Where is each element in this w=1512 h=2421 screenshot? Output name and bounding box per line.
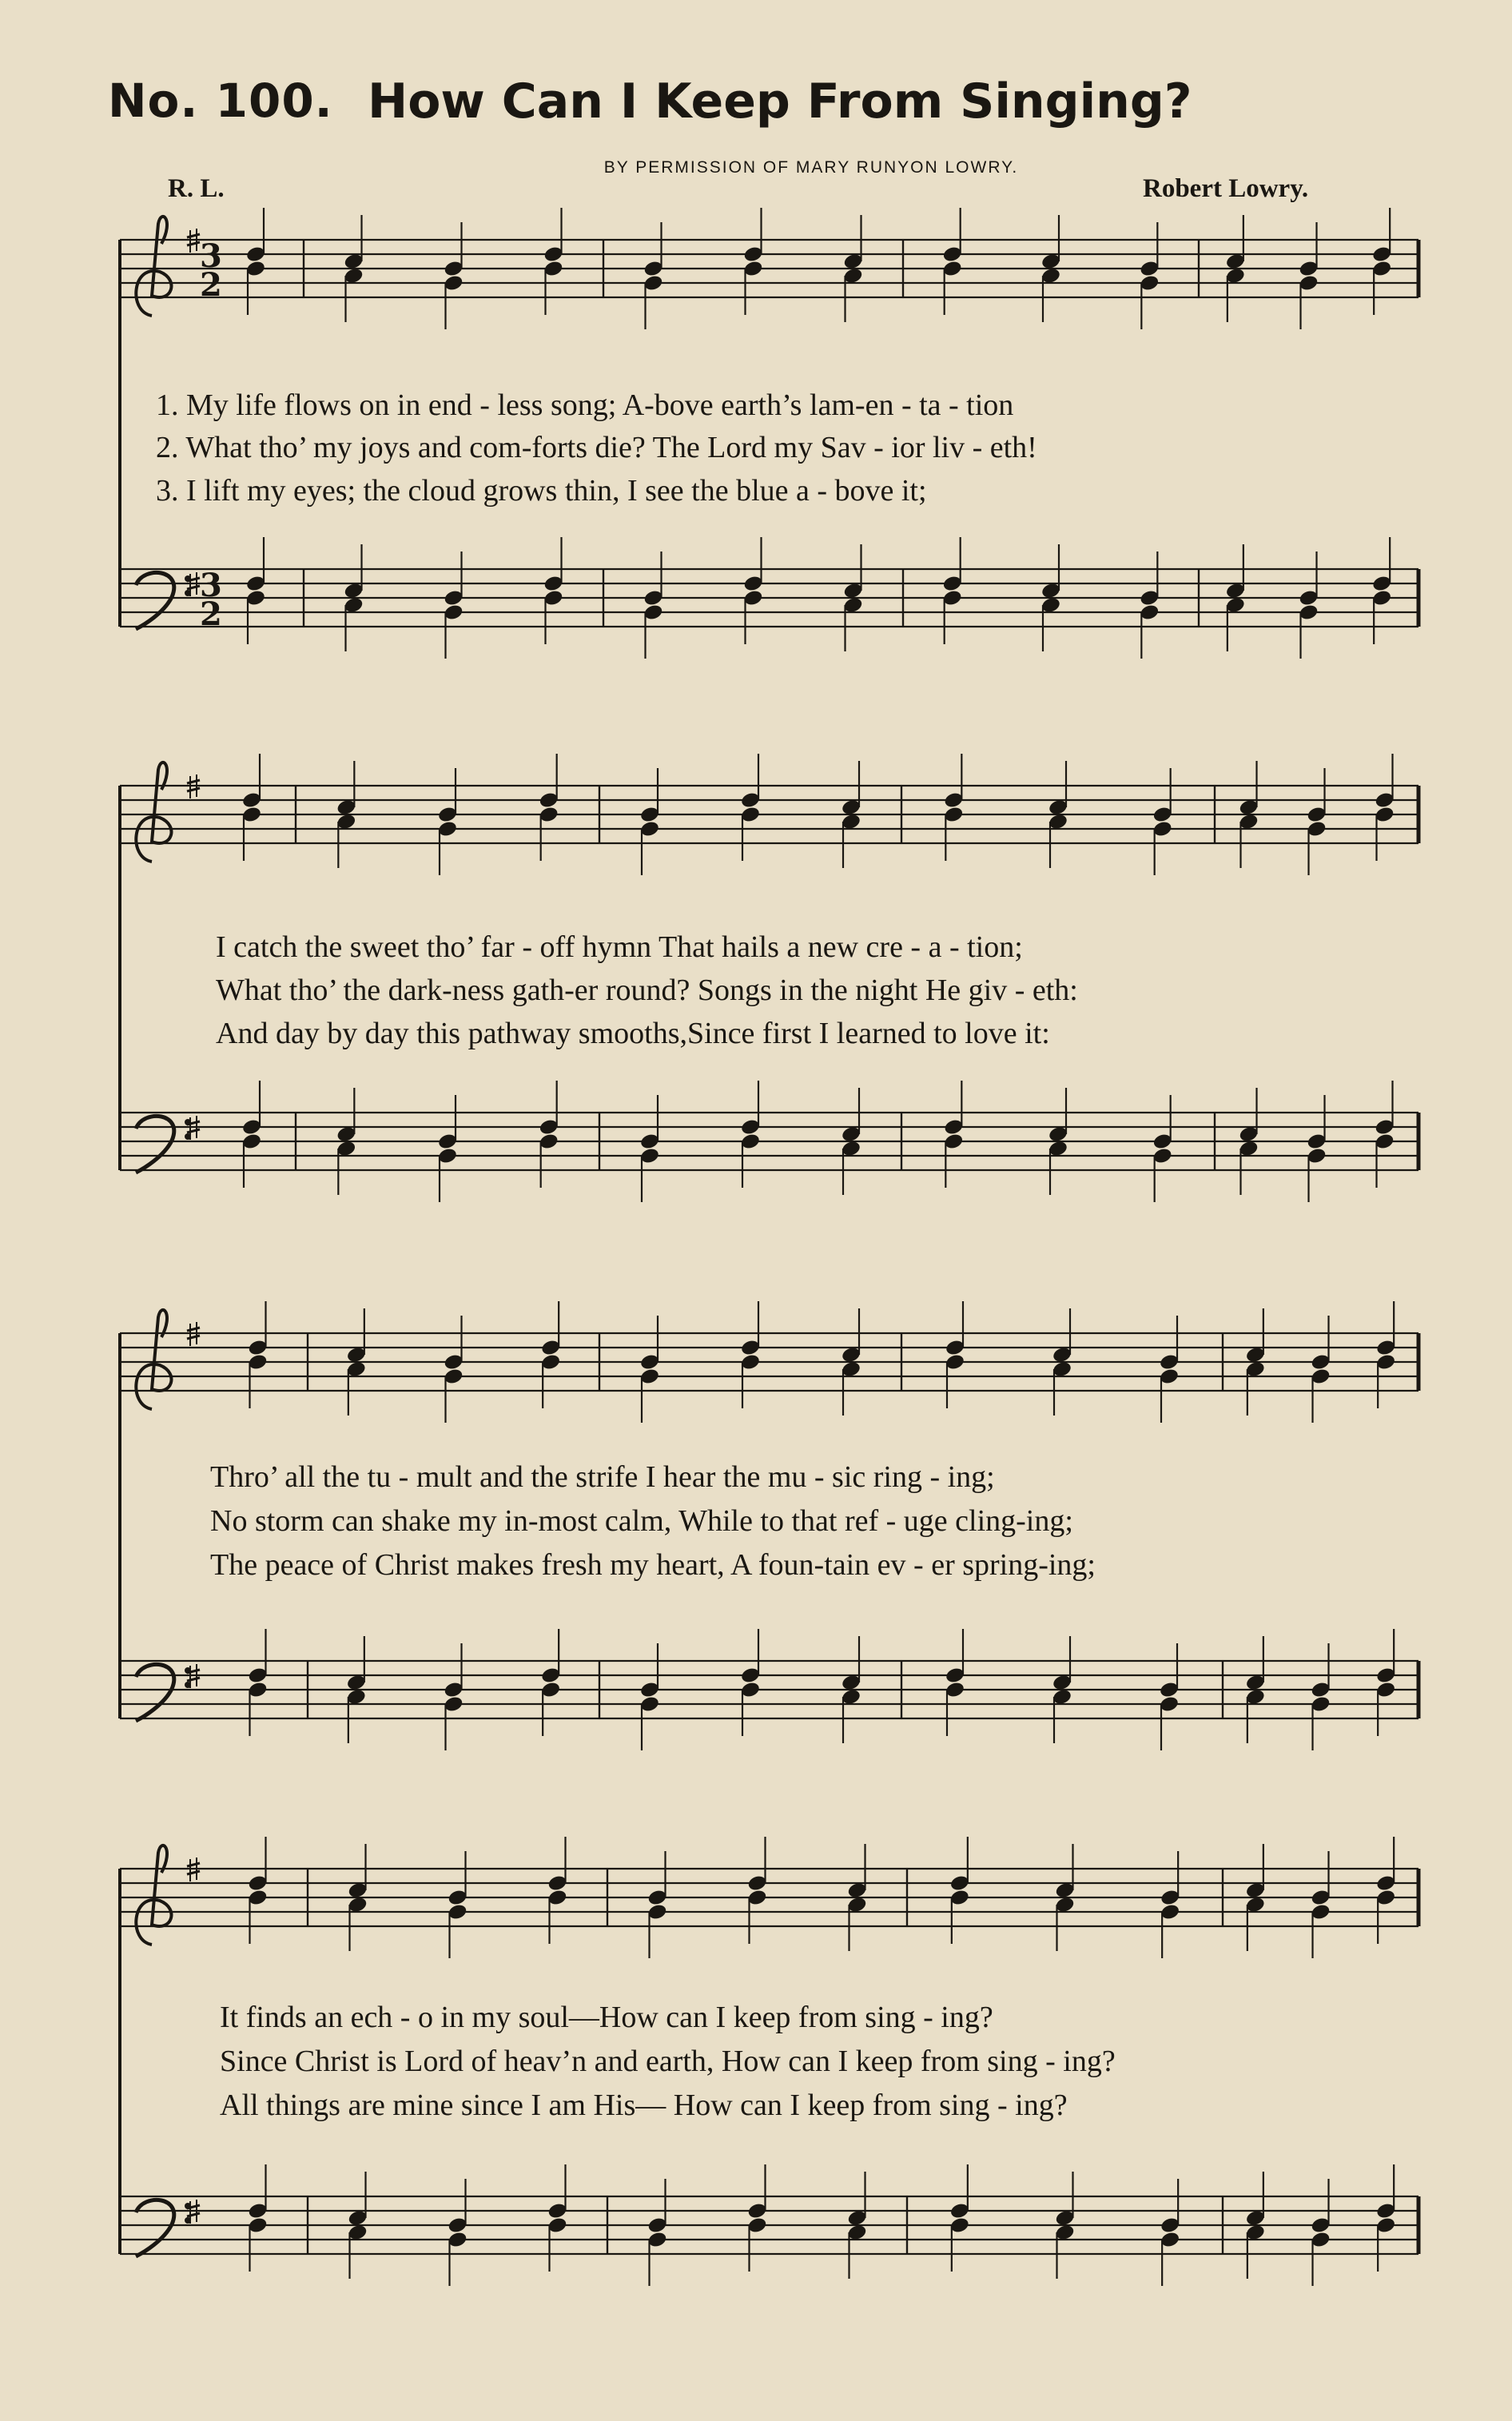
- svg-text:3: 3: [200, 567, 222, 604]
- hymn-number: No. 100.: [108, 74, 333, 128]
- lyric-line: And day by day this pathway smooths,Since first I learned to love it:: [216, 1017, 1050, 1050]
- lyric-line: No storm can shake my in-most calm, While to that ref - uge cling-ing;: [210, 1504, 1073, 1538]
- lyric-line: Thro’ all the tu - mult and the strife I hear the mu - sic ring - ing;: [210, 1460, 995, 1494]
- composer-credit: Robert Lowry.: [1143, 174, 1309, 203]
- lyric-line: It finds an ech - o in my soul—How can I keep from sing - ing?: [220, 2001, 993, 2034]
- lyric-line: I catch the sweet tho’ far - off hymn That hails a new cre - a - tion;: [216, 930, 1023, 964]
- lyric-line: 1. My life flows on in end - less song; A-bove earth’s lam-en - ta - tion: [156, 388, 1014, 422]
- svg-text:3: 3: [200, 237, 222, 275]
- lyric-line: 2. What tho’ my joys and com-forts die? The Lord my Sav - ior liv - eth!: [156, 431, 1037, 464]
- lyric-line: 3. I lift my eyes; the cloud grows thin, I see the blue a - bove it;: [156, 474, 927, 508]
- lyric-line: Since Christ is Lord of heav’n and earth, How can I keep from sing - ing?: [220, 2045, 1116, 2078]
- hymn-title: How Can I Keep From Singing?: [368, 74, 1192, 129]
- lyric-line: The peace of Christ makes fresh my heart, A foun-tain ev - er spring-ing;: [210, 1548, 1096, 1582]
- lyricist-credit: R. L.: [168, 174, 225, 203]
- lyric-line: What tho’ the dark-ness gath-er round? Songs in the night He giv - eth:: [216, 974, 1078, 1007]
- permission-note: BY PERMISSION OF MARY RUNYON LOWRY.: [603, 158, 1019, 177]
- svg-text:2: 2: [200, 266, 222, 304]
- lyric-line: All things are mine since I am His— How can I keep from sing - ing?: [220, 2089, 1068, 2122]
- svg-text:2: 2: [200, 595, 222, 633]
